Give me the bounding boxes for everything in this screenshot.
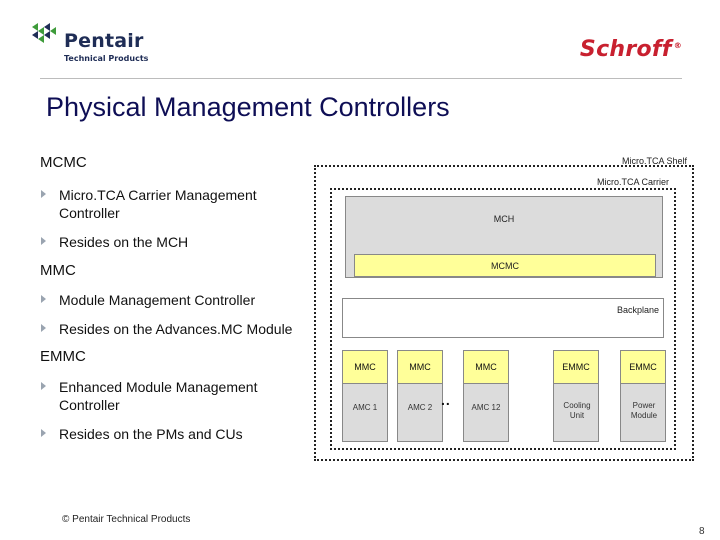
mcmc-label: MCMC [491, 261, 519, 271]
module-controller: MMC [464, 351, 508, 384]
pentair-mark-icon [30, 18, 56, 48]
module-controller: EMMC [554, 351, 598, 384]
bullet-text: Enhanced Module Management Controller [59, 379, 258, 413]
heading-mcmc: MCMC [40, 154, 87, 171]
ellipsis: .. [441, 392, 451, 408]
carrier-label: Micro.TCA Carrier [597, 177, 670, 187]
module-power-module [620, 350, 666, 442]
bullet-text: Module Management Controller [59, 292, 256, 308]
registered-mark: ® [673, 40, 682, 50]
module-controller: EMMC [621, 351, 665, 384]
module-name: AMC 12 [471, 403, 501, 412]
pentair-logo [30, 18, 170, 64]
mcmc-controller [354, 254, 656, 277]
bullet-text: Resides on the Advances.MC Module [59, 321, 293, 337]
module-amc-2 [397, 350, 443, 442]
module-name: Cooling Unit [563, 401, 591, 420]
backplane [342, 298, 664, 338]
module-name: AMC 2 [407, 403, 433, 412]
schroff-logo [580, 37, 682, 62]
bullet-text: Resides on the MCH [59, 234, 189, 250]
bullet-triangle-icon [41, 429, 46, 437]
schroff-logo-text: Schroff [579, 37, 672, 62]
bullet-text: Resides on the PMs and CUs [59, 426, 243, 442]
module-cooling-unit [553, 350, 599, 442]
bullet-text: Micro.TCA Carrier Management Controller [59, 187, 257, 221]
bullet-triangle-icon [41, 382, 46, 390]
header-divider [40, 78, 682, 79]
module-controller: MMC [343, 351, 387, 384]
backplane-label: Backplane [616, 305, 659, 315]
shelf-label: Micro.TCA Shelf [622, 156, 688, 166]
module-name: AMC 1 [352, 403, 378, 412]
bullet-triangle-icon [41, 324, 46, 332]
module-amc-1 [342, 350, 388, 442]
heading-mmc: MMC [40, 262, 76, 279]
copyright: © Pentair Technical Products [62, 514, 191, 525]
module-controller: MMC [398, 351, 442, 384]
page-number: 8 [699, 526, 705, 537]
mch-label: MCH [493, 214, 515, 224]
pentair-logo-name: Pentair [64, 30, 144, 52]
bullet-triangle-icon [41, 237, 46, 245]
heading-emmc: EMMC [40, 348, 86, 365]
bullet-triangle-icon [41, 295, 46, 303]
module-name: Power Module [630, 401, 658, 420]
bullet-triangle-icon [41, 190, 46, 198]
module-amc-12 [463, 350, 509, 442]
pentair-logo-subtitle: Technical Products [64, 54, 149, 63]
slide-title: Physical Management Controllers [46, 92, 450, 122]
